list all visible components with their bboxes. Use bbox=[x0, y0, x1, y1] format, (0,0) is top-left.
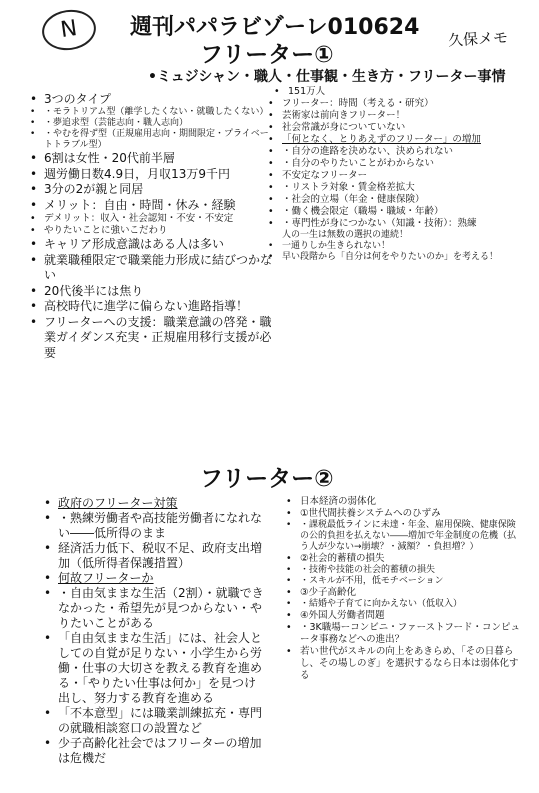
list-item: • メリット：自由・時間・休み・経験 bbox=[30, 198, 272, 214]
list-item: • 経済活力低下、税収不足、政府支出増加（低所得者保護措置） bbox=[44, 541, 264, 571]
list-item: • 何故フリーターか bbox=[44, 571, 264, 586]
list-item: • ・スキルが不用，低モチベーション bbox=[286, 576, 522, 587]
list-item: • 日本経済の弱体化 bbox=[286, 496, 522, 508]
list-item: • 3分の2が親と同居 bbox=[30, 182, 272, 198]
list-item: • ・3K職場ーコンビニ・ファーストフード・コンピュータ事務などへの進出？ bbox=[286, 622, 522, 646]
section2-right-column bbox=[286, 496, 522, 682]
list-item: • 「何となく、とりあえずのフリーター」の増加 bbox=[268, 134, 522, 146]
list-item: • ・自由気ままな生活（2割）・就職できなかった・希望先が見つからない・やりたいことがある bbox=[44, 586, 264, 631]
section1-left-column bbox=[22, 92, 272, 361]
list-item: • ・熟練労働者や高技能労働者になれない――低所得のまま bbox=[44, 511, 264, 541]
list-item: • 3つのタイプ bbox=[30, 92, 272, 107]
section2-left-column bbox=[44, 496, 264, 766]
list-item: • 少子高齢化社会ではフリーターの増加は危機だ bbox=[44, 736, 264, 766]
handwritten-circled-letter: N bbox=[39, 6, 98, 53]
list-item: • ・自分の進路を決めない、決められない bbox=[268, 146, 522, 158]
list-item: • ②社会的蓄積の損失 bbox=[286, 553, 522, 565]
list-item: • 不安定なフリーター bbox=[268, 170, 522, 182]
list-item: • ・夢追求型（芸能志向・職人志向） bbox=[30, 118, 272, 129]
section1-title: フリーター① bbox=[200, 42, 334, 68]
list-item: • 社会常識が身についていない bbox=[268, 122, 522, 134]
list-item: • デメリット：収入・社会認知・不安・不安定 bbox=[30, 213, 272, 225]
list-item: • キャリア形成意識はある人は多い bbox=[30, 237, 272, 253]
document-title: 週刊パパラビゾーレ010624 bbox=[130, 15, 420, 40]
list-item: • ・働く機会限定（職場・職域・年齢） bbox=[268, 206, 522, 218]
list-item: • 早い段階から「自分は何をやりたいのか」を考える！ bbox=[268, 252, 522, 263]
list-item: • 若い世代がスキルの向上をあきらめ、「その日暮らし、その場しのぎ」を選択するなら日本は弱体化する bbox=[286, 646, 522, 682]
list-item: • ・課税最低ラインに未達・年金、雇用保険、健康保険の公的負担を払えない――増加で年金制度の危機（払う人が少ない→崩壊？・減額？・負担増？） bbox=[286, 520, 522, 553]
list-item: • フリーター：時間（考える・研究） bbox=[268, 98, 522, 110]
list-item: • ・結婚や子育てに向かえない（低収入） bbox=[286, 599, 522, 610]
list-item: • ①世代間扶養システムへのひずみ bbox=[286, 508, 522, 520]
list-item: • 政府のフリーター対策 bbox=[44, 496, 264, 511]
list-item: • 週労働日数4.9日，月収13万9千円 bbox=[30, 167, 272, 183]
list-item: • 一通りしか生きられない！ bbox=[268, 241, 522, 252]
list-item: • 6割は女性・20代前半層 bbox=[30, 151, 272, 167]
list-item: • 「自由気ままな生活」には、社会人としての自覚が足りない・小学生から労働・仕事の大切さを教える教育を進める・「やりたい仕事は何か」を見つけ出し、努力する教育を進める bbox=[44, 631, 264, 706]
list-item: • 高校時代に進学に偏らない進路指導！ bbox=[30, 299, 272, 315]
list-item: • やりたいことに強いこだわり bbox=[30, 225, 272, 237]
list-item: • 就業職種限定で職業能力形成に結びつかない bbox=[30, 253, 272, 284]
list-item: • 20代後半には焦り bbox=[30, 284, 272, 300]
list-item: • フリーターへの支援：職業意識の啓発・職業ガイダンス充実・正規雇用移行支援が必要 bbox=[30, 315, 272, 362]
list-item: • ・やむを得ず型（正規雇用志向・期間限定・プライベートトラブル型） bbox=[30, 129, 272, 151]
section2-title: フリーター② bbox=[200, 466, 334, 492]
handwritten-note: 久保メモ bbox=[447, 28, 509, 50]
section1-right-column bbox=[268, 86, 522, 263]
list-item: • ・技術や技能の社会的蓄積の損失 bbox=[286, 565, 522, 576]
list-item: • 芸術家は前向きフリーター！ bbox=[268, 110, 522, 122]
list-item: • ・自分のやりたいことがわからない bbox=[268, 158, 522, 170]
list-item: • ④外国人労働者問題 bbox=[286, 610, 522, 622]
list-item: • ・リストラ対象・賃金格差拡大 bbox=[268, 182, 522, 194]
list-item: • ・専門性が身につかない（知識・技術）：熟練 bbox=[268, 218, 522, 230]
list-item: 人の一生は無数の選択の連続！ bbox=[282, 230, 409, 240]
list-item: • ③少子高齢化 bbox=[286, 587, 522, 599]
list-item: • ・モラトリアム型（離学したくない・就職したくない） bbox=[30, 107, 272, 118]
list-item: • 「不本意型」には職業訓練拡充・専門の就職相談窓口の設置など bbox=[44, 706, 264, 736]
section1-subtitle: •ミュジシャン・職人・仕事観・生き方・フリーター事情 bbox=[148, 69, 506, 85]
list-item: • 151万人 bbox=[274, 86, 522, 98]
list-item: • ・社会的立場（年金・健康保険） bbox=[268, 194, 522, 206]
